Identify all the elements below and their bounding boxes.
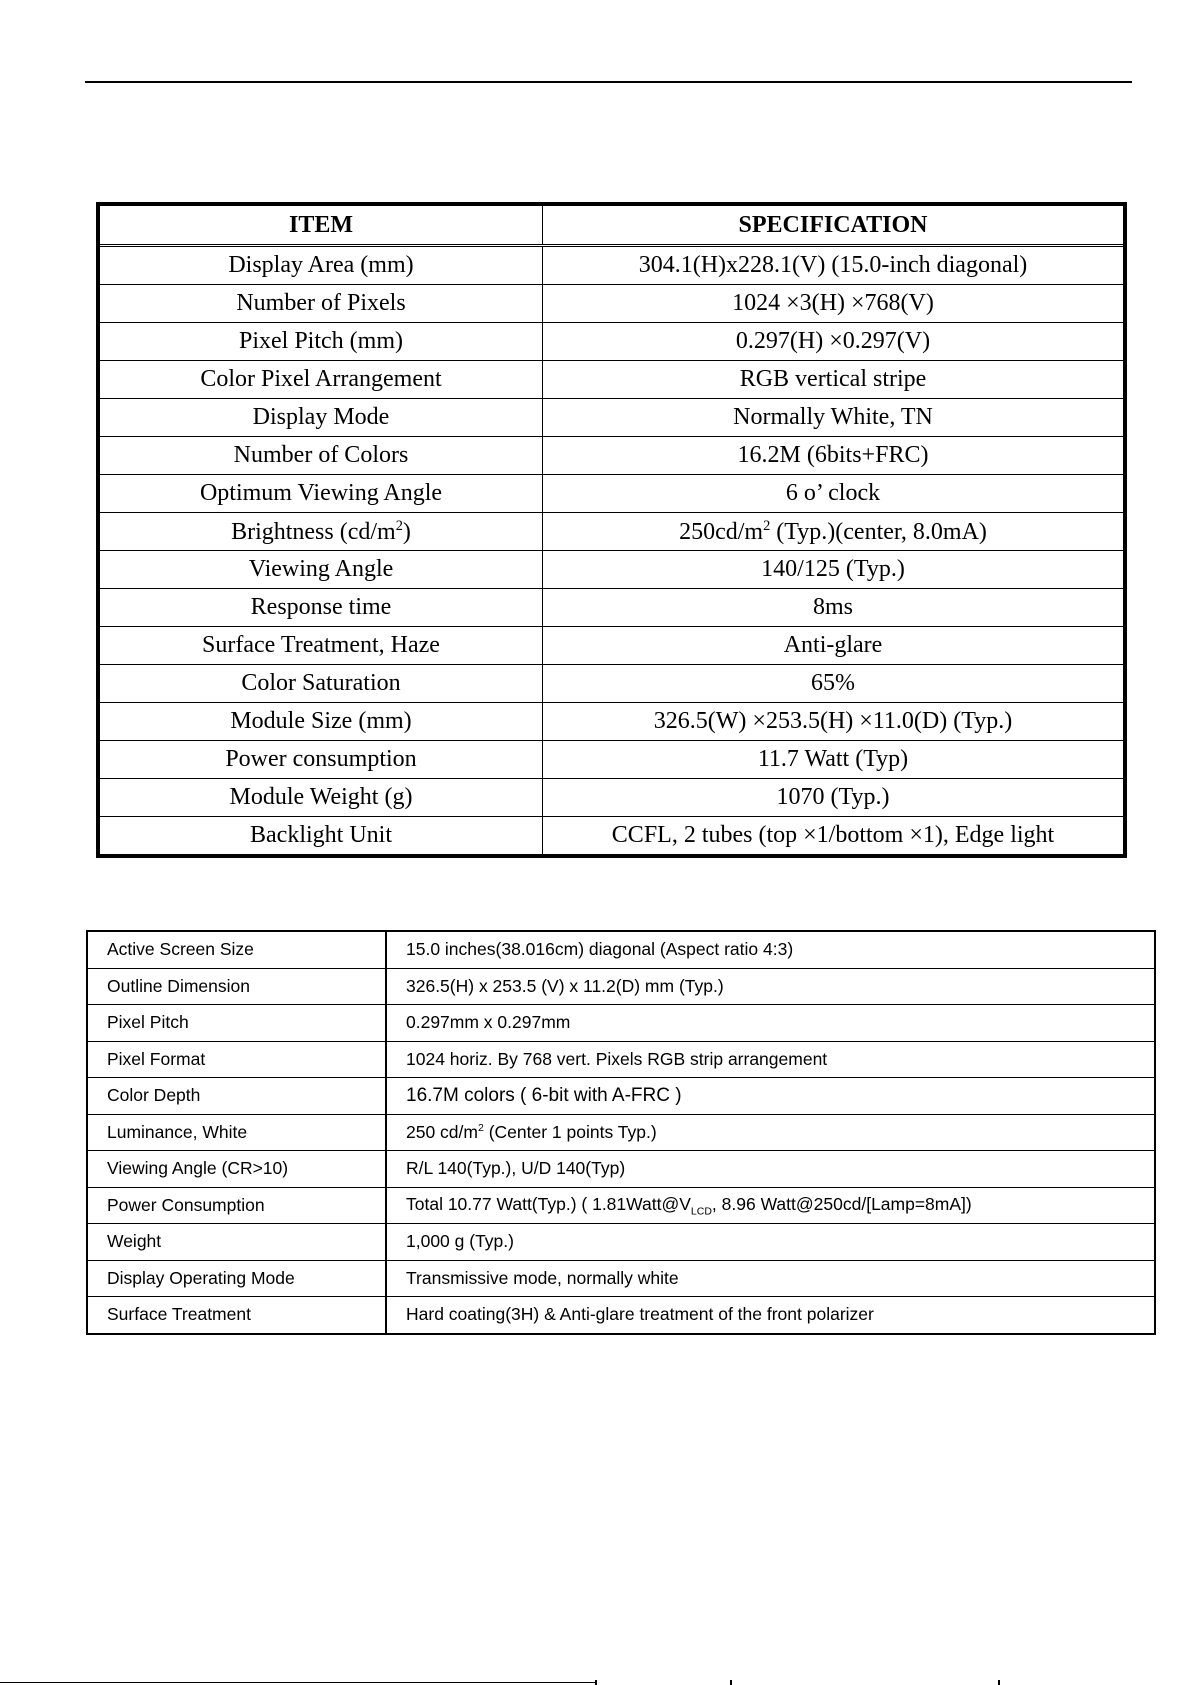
spec-cell: 8ms [543,589,1126,627]
key-cell: Pixel Pitch [87,1005,386,1042]
table-row [98,703,1125,741]
table-row [87,1005,1155,1042]
footer-rule [0,1682,595,1683]
spec-table-secondary [86,930,1156,1335]
table-row [98,551,1125,589]
spec-table-primary [96,202,1127,858]
item-cell: Pixel Pitch (mm) [98,323,543,361]
header-rule [85,81,1132,83]
spec-cell: RGB vertical stripe [543,361,1126,399]
table-row [98,361,1125,399]
footer-tick [595,1680,597,1685]
table-row [98,779,1125,817]
table-row [87,1260,1155,1297]
table-row [98,285,1125,323]
superscript: 2 [395,517,403,534]
item-text: ) [402,518,411,545]
table-row [98,246,1125,285]
spec-text: 250cd/m [679,518,764,545]
value-text: 250 cd/m [406,1121,478,1142]
table-row [87,1224,1155,1261]
key-cell: Color Depth [87,1078,386,1115]
table-row [98,323,1125,361]
table-row [98,589,1125,627]
table-row [98,437,1125,475]
table-row [87,931,1155,968]
table-row [98,741,1125,779]
value-cell [386,1114,1155,1151]
value-cell: Transmissive mode, normally white [386,1260,1155,1297]
key-cell: Power Consumption [87,1187,386,1224]
item-text: Brightness (cd/m [231,518,396,545]
table-row [98,665,1125,703]
value-text: , 8.96 Watt@250cd/[Lamp=8mA]) [711,1193,972,1214]
key-cell: Pixel Format [87,1041,386,1078]
item-cell: Color Pixel Arrangement [98,361,543,399]
value-cell [386,1187,1155,1224]
key-cell: Weight [87,1224,386,1261]
value-text: (Center 1 points Typ.) [483,1121,657,1142]
spec-cell: 1070 (Typ.) [543,779,1126,817]
table-row [87,1151,1155,1188]
key-cell: Active Screen Size [87,931,386,968]
table-header-row [98,204,1125,246]
value-cell: 1,000 g (Typ.) [386,1224,1155,1261]
table-row [98,817,1125,857]
table-row [87,1078,1155,1115]
value-cell: Hard coating(3H) & Anti-glare treatment of the front polarizer [386,1297,1155,1334]
table-row [87,1114,1155,1151]
spec-cell: 1024 ×3(H) ×768(V) [543,285,1126,323]
item-cell: Number of Colors [98,437,543,475]
spec-cell: 140/125 (Typ.) [543,551,1126,589]
spec-cell: Anti-glare [543,627,1126,665]
item-cell: Display Mode [98,399,543,437]
key-cell: Surface Treatment [87,1297,386,1334]
value-cell: 326.5(H) x 253.5 (V) x 11.2(D) mm (Typ.) [386,968,1155,1005]
key-cell: Luminance, White [87,1114,386,1151]
table-row [98,513,1125,551]
table-row [98,627,1125,665]
spec-cell: CCFL, 2 tubes (top ×1/bottom ×1), Edge light [543,817,1126,857]
table-row [98,475,1125,513]
footer-tick [730,1680,732,1685]
item-cell: Color Saturation [98,665,543,703]
superscript: 2 [763,517,771,534]
spec-cell: 6 o’ clock [543,475,1126,513]
spec-cell: 16.2M (6bits+FRC) [543,437,1126,475]
value-cell: R/L 140(Typ.), U/D 140(Typ) [386,1151,1155,1188]
specification-column-header: SPECIFICATION [543,204,1126,246]
spec-cell: Normally White, TN [543,399,1126,437]
spec-cell: 304.1(H)x228.1(V) (15.0-inch diagonal) [543,246,1126,285]
table-row [87,1297,1155,1334]
value-cell: 0.297mm x 0.297mm [386,1005,1155,1042]
item-cell [98,513,543,551]
value-cell: 16.7M colors ( 6-bit with A-FRC ) [386,1078,1155,1115]
subscript: LCD [690,1205,712,1217]
table-row [87,1041,1155,1078]
key-cell: Outline Dimension [87,968,386,1005]
item-cell: Optimum Viewing Angle [98,475,543,513]
spec-cell: 0.297(H) ×0.297(V) [543,323,1126,361]
item-cell: Backlight Unit [98,817,543,857]
item-cell: Response time [98,589,543,627]
table-row [87,1187,1155,1224]
superscript: 2 [477,1121,484,1134]
spec-cell [543,513,1126,551]
item-column-header: ITEM [98,204,543,246]
value-text: Total 10.77 Watt(Typ.) ( 1.81Watt@V [406,1193,691,1214]
item-cell: Surface Treatment, Haze [98,627,543,665]
item-cell: Viewing Angle [98,551,543,589]
spec-text: (Typ.)(center, 8.0mA) [770,518,987,545]
item-cell: Module Weight (g) [98,779,543,817]
table-row [87,968,1155,1005]
item-cell: Number of Pixels [98,285,543,323]
item-cell: Power consumption [98,741,543,779]
item-cell: Module Size (mm) [98,703,543,741]
key-cell: Display Operating Mode [87,1260,386,1297]
item-cell: Display Area (mm) [98,246,543,285]
spec-cell: 326.5(W) ×253.5(H) ×11.0(D) (Typ.) [543,703,1126,741]
spec-cell: 11.7 Watt (Typ) [543,741,1126,779]
value-cell: 15.0 inches(38.016cm) diagonal (Aspect ratio 4:3) [386,931,1155,968]
key-cell: Viewing Angle (CR>10) [87,1151,386,1188]
value-cell: 1024 horiz. By 768 vert. Pixels RGB strip arrangement [386,1041,1155,1078]
spec-cell: 65% [543,665,1126,703]
footer-tick [998,1680,1000,1685]
table-row [98,399,1125,437]
